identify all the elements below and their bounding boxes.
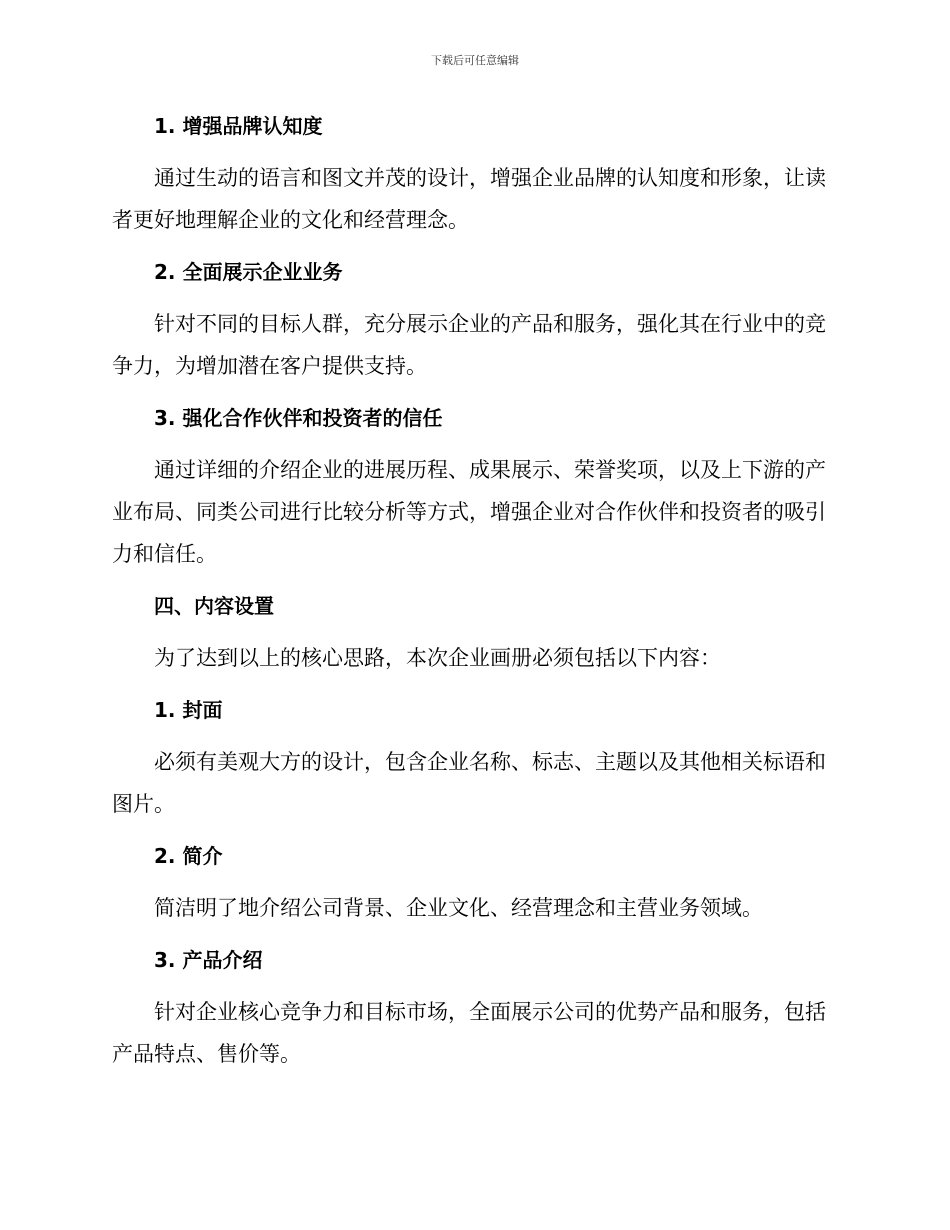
page-header: 下载后可任意编辑: [431, 54, 519, 67]
chapter-heading: 四、内容设置: [154, 594, 274, 618]
section-heading: 1. 增强品牌认知度: [154, 114, 323, 138]
paragraph: 为了达到以上的核心思路，本次企业画册必须包括以下内容：: [154, 646, 721, 670]
section-heading: 3. 强化合作伙伴和投资者的信任: [154, 406, 443, 430]
section-heading: 2. 简介: [154, 844, 223, 868]
section-heading: 2. 全面展示企业业务: [154, 260, 343, 284]
section-heading: 1. 封面: [154, 698, 223, 722]
paragraph: 必须有美观大方的设计，包含企业名称、标志、主题以及其他相关标语和图片。: [112, 750, 826, 816]
paragraph: 简洁明了地介绍公司背景、企业文化、经营理念和主营业务领域。: [154, 896, 763, 920]
paragraph: 针对不同的目标人群，充分展示企业的产品和服务，强化其在行业中的竞争力，为增加潜在客户提供支持。: [112, 312, 826, 378]
document-body: [112, 108, 838, 1075]
paragraph: 针对企业核心竞争力和目标市场，全面展示公司的优势产品和服务，包括产品特点、售价等。: [112, 1000, 826, 1066]
paragraph: 通过生动的语言和图文并茂的设计，增强企业品牌的认知度和形象，让读者更好地理解企业的文化和经营理念。: [112, 166, 826, 232]
section-heading: 3. 产品介绍: [154, 948, 263, 972]
paragraph: 通过详细的介绍企业的进展历程、成果展示、荣誉奖项，以及上下游的产业布局、同类公司进行比较分析等方式，增强企业对合作伙伴和投资者的吸引力和信任。: [112, 458, 826, 566]
